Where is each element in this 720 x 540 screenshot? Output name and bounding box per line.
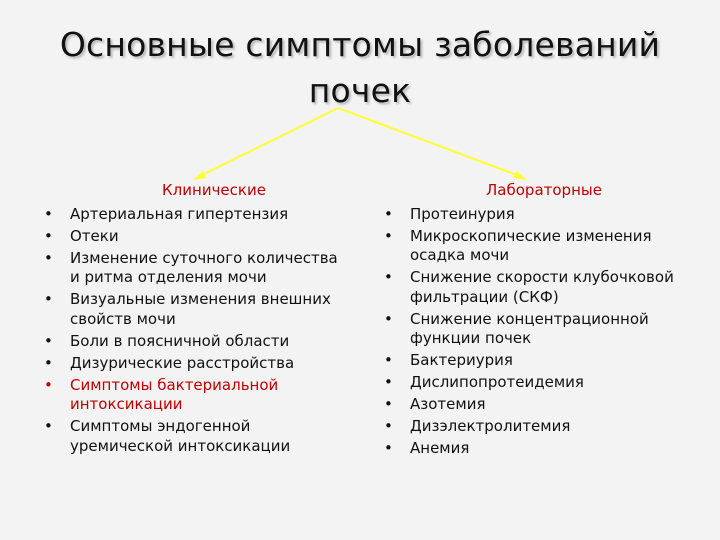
list-item-text: Симптомы бактериальной интоксикации — [70, 375, 279, 413]
list-item — [384, 310, 694, 349]
list-item — [44, 376, 344, 415]
list-item-text: Артериальная гипертензия — [70, 204, 289, 223]
list-item — [384, 373, 694, 393]
bullet-icon: • — [44, 226, 53, 245]
list-item — [44, 354, 344, 374]
list-item — [384, 205, 694, 225]
list-item-text: Снижение скорости клубочковой фильтрации (СКФ) — [410, 268, 674, 306]
bullet-icon: • — [44, 331, 53, 350]
list-item — [44, 332, 344, 352]
clinical-list — [44, 205, 344, 457]
bullet-icon: • — [44, 417, 53, 435]
title-line-2: почек — [308, 71, 412, 110]
title-line-1: Основные симптомы заболеваний — [59, 25, 661, 64]
clinical-heading: Клинические — [162, 181, 266, 199]
list-item-text: Бактериурия — [410, 351, 513, 369]
list-item-text: Снижение концентрационной функции почек — [410, 309, 649, 347]
arrow-to-clinical — [198, 108, 338, 177]
list-item — [384, 395, 694, 415]
bullet-icon: • — [384, 268, 393, 286]
bullet-icon: • — [44, 204, 53, 223]
bullet-icon: • — [44, 353, 53, 372]
list-item-text: Отеки — [70, 226, 119, 245]
bullet-icon: • — [384, 226, 393, 245]
list-item — [44, 417, 344, 456]
bullet-icon: • — [384, 373, 393, 391]
list-item-text: Анемия — [410, 439, 470, 457]
bullet-icon: • — [44, 248, 53, 267]
bullet-icon: • — [384, 439, 393, 457]
laboratory-list — [384, 205, 694, 459]
list-item-text: Дислипопротеидемия — [410, 373, 584, 391]
bullet-icon: • — [384, 395, 393, 413]
list-item — [44, 205, 344, 225]
clinical-column — [44, 181, 344, 459]
bullet-icon: • — [384, 204, 393, 223]
list-item — [384, 351, 694, 371]
arrowhead-laboratory-icon — [513, 171, 527, 180]
arrow-to-laboratory — [338, 108, 522, 177]
list-item-text: Дизэлектролитемия — [410, 417, 571, 435]
list-item — [384, 439, 694, 459]
list-item — [384, 227, 694, 266]
list-item — [384, 268, 694, 307]
list-item — [44, 227, 344, 247]
list-item-text: Протеинурия — [410, 204, 515, 223]
list-item — [44, 290, 344, 329]
list-item-text: Азотемия — [410, 395, 486, 413]
list-item-text: Визуальные изменения внешних свойств мочи — [70, 290, 331, 328]
laboratory-column — [384, 181, 694, 461]
bullet-icon: • — [44, 290, 53, 308]
bullet-icon: • — [384, 351, 393, 369]
list-item-text: Изменение суточного количества и ритма отделения мочи — [70, 248, 338, 286]
bullet-icon: • — [44, 375, 53, 394]
list-item-text: Симптомы эндогенной уремической интоксикации — [70, 417, 291, 455]
bullet-icon: • — [384, 309, 393, 328]
list-item — [384, 417, 694, 437]
bullet-icon: • — [384, 417, 393, 435]
arrowhead-clinical-icon — [193, 171, 206, 180]
laboratory-heading: Лабораторные — [486, 181, 602, 199]
list-item-text: Микроскопические изменения осадка мочи — [410, 226, 652, 264]
list-item-text: Боли в поясничной области — [70, 331, 290, 350]
list-item — [44, 249, 344, 288]
list-item-text: Дизурические расстройства — [70, 353, 295, 372]
